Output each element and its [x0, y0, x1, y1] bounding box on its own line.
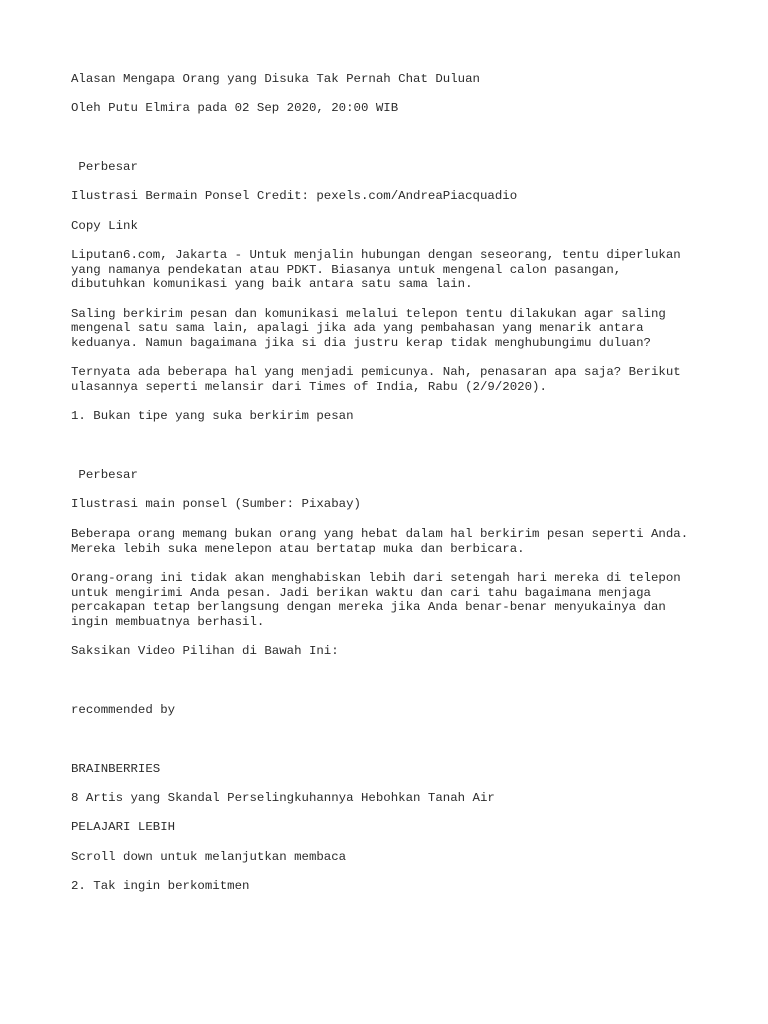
recommended-by-block — [71, 703, 768, 718]
learn-more-block — [71, 820, 768, 835]
article-title: Alasan Mengapa Orang yang Disuka Tak Pernah Chat Duluan — [71, 72, 480, 86]
object-placeholder-icon — [71, 732, 768, 747]
object-placeholder-icon — [71, 908, 768, 923]
recommended-by-label: recommended by￼￼ — [71, 702, 191, 717]
learn-more-button[interactable]: PELAJARI LEBIH — [71, 820, 176, 835]
image-placeholder-1 — [71, 131, 768, 146]
enlarge-block-2 — [71, 468, 768, 483]
paragraph-3 — [71, 365, 768, 394]
brainberries-label: BRAINBERRIES — [71, 761, 161, 776]
scroll-hint-block — [71, 850, 768, 865]
image-placeholder-2 — [71, 439, 768, 454]
image-caption: Ilustrasi main ponsel (Sumber: Pixabay) — [71, 497, 361, 512]
point-2-heading-block — [71, 879, 768, 894]
byline: Oleh Putu Elmira pada 02 Sep 2020, 20:00 WIB — [71, 101, 399, 116]
paragraph-line: Liputan6.com, Jakarta - Untuk menjalin hubungan dengan seseorang, tentu diperlukan — [71, 248, 681, 263]
point-1-heading: 1. Bukan tipe yang suka berkirim pesan — [71, 409, 354, 424]
recommended-article-link[interactable]: 8 Artis yang Skandal Perselingkuhannya Hebohkan Tanah Air — [71, 790, 495, 805]
paragraph-line: ingin membuatnya berhasil. — [71, 614, 265, 629]
paragraph-4 — [71, 527, 768, 556]
paragraph-line: mengenal satu sama lain, apalagi jika ada yang pembahasan yang menarik antara — [71, 321, 644, 336]
video-heading: Saksikan Video Pilihan di Bawah Ini: — [71, 644, 339, 659]
article — [71, 72, 768, 923]
paragraph-2 — [71, 307, 768, 351]
point-2-heading: 2. Tak ingin berkomitmen — [71, 878, 250, 893]
brainberries-block — [71, 762, 768, 777]
enlarge-block-1 — [71, 160, 768, 175]
image-caption-block-2 — [71, 497, 768, 512]
image-caption-block-1 — [71, 189, 768, 204]
copy-link-block — [71, 219, 768, 234]
paragraph-5 — [71, 571, 768, 630]
paragraph-line: ulasannya seperti melansir dari Times of India, Rabu (2/9/2020). — [71, 380, 547, 395]
paragraph-line: Saling berkirim pesan dan komunikasi melalui telepon tentu dilakukan agar saling — [71, 306, 666, 321]
paragraph-line: Ternyata ada beberapa hal yang menjadi pemicunya. Nah, penasaran apa saja? Berikut — [71, 365, 681, 380]
object-placeholder-icon — [71, 674, 768, 689]
copy-link-button[interactable]: Copy Link — [71, 218, 138, 233]
paragraph-line: untuk mengirimi Anda pesan. Jadi berikan waktu dan cari tahu bagaimana menjaga — [71, 585, 651, 600]
image-caption: Ilustrasi Bermain Ponsel Credit: pexels.com/AndreaPiacquadio — [71, 189, 518, 204]
point-2-placeholder — [71, 908, 768, 923]
article-title-block — [71, 72, 768, 87]
paragraph-line: keduanya. Namun bagaimana jika si dia justru kerap tidak menghubungimu duluan? — [71, 336, 651, 351]
enlarge-image-link[interactable]: Perbesar — [71, 468, 138, 483]
paragraph-line: dibutuhkan komunikasi yang baik antara satu sama lain. — [71, 277, 473, 292]
enlarge-image-link[interactable]: Perbesar — [71, 160, 138, 175]
video-placeholder — [71, 674, 768, 689]
video-heading-block — [71, 644, 768, 659]
paragraph-line: Mereka lebih suka menelepon atau bertatap muka dan berbicara. — [71, 541, 525, 556]
point-1-heading-block — [71, 409, 768, 424]
paragraph-line: Beberapa orang memang bukan orang yang hebat dalam hal berkirim pesan seperti Anda. — [71, 526, 689, 541]
paragraph-line: Orang-orang ini tidak akan menghabiskan lebih dari setengah hari mereka di telepon — [71, 570, 681, 585]
object-placeholder-icon — [71, 131, 768, 146]
scroll-hint: Scroll down untuk melanjutkan membaca — [71, 849, 347, 864]
paragraph-line: yang namanya pendekatan atau PDKT. Biasanya untuk mengenal calon pasangan, — [71, 262, 622, 277]
object-placeholder-icon — [71, 439, 768, 454]
recommended-title-block — [71, 791, 768, 806]
paragraph-1 — [71, 248, 768, 292]
recommended-placeholder — [71, 732, 768, 747]
paragraph-line: percakapan tetap berlangsung dengan mereka jika Anda benar-benar menyukainya dan — [71, 600, 666, 615]
byline-block — [71, 101, 768, 116]
